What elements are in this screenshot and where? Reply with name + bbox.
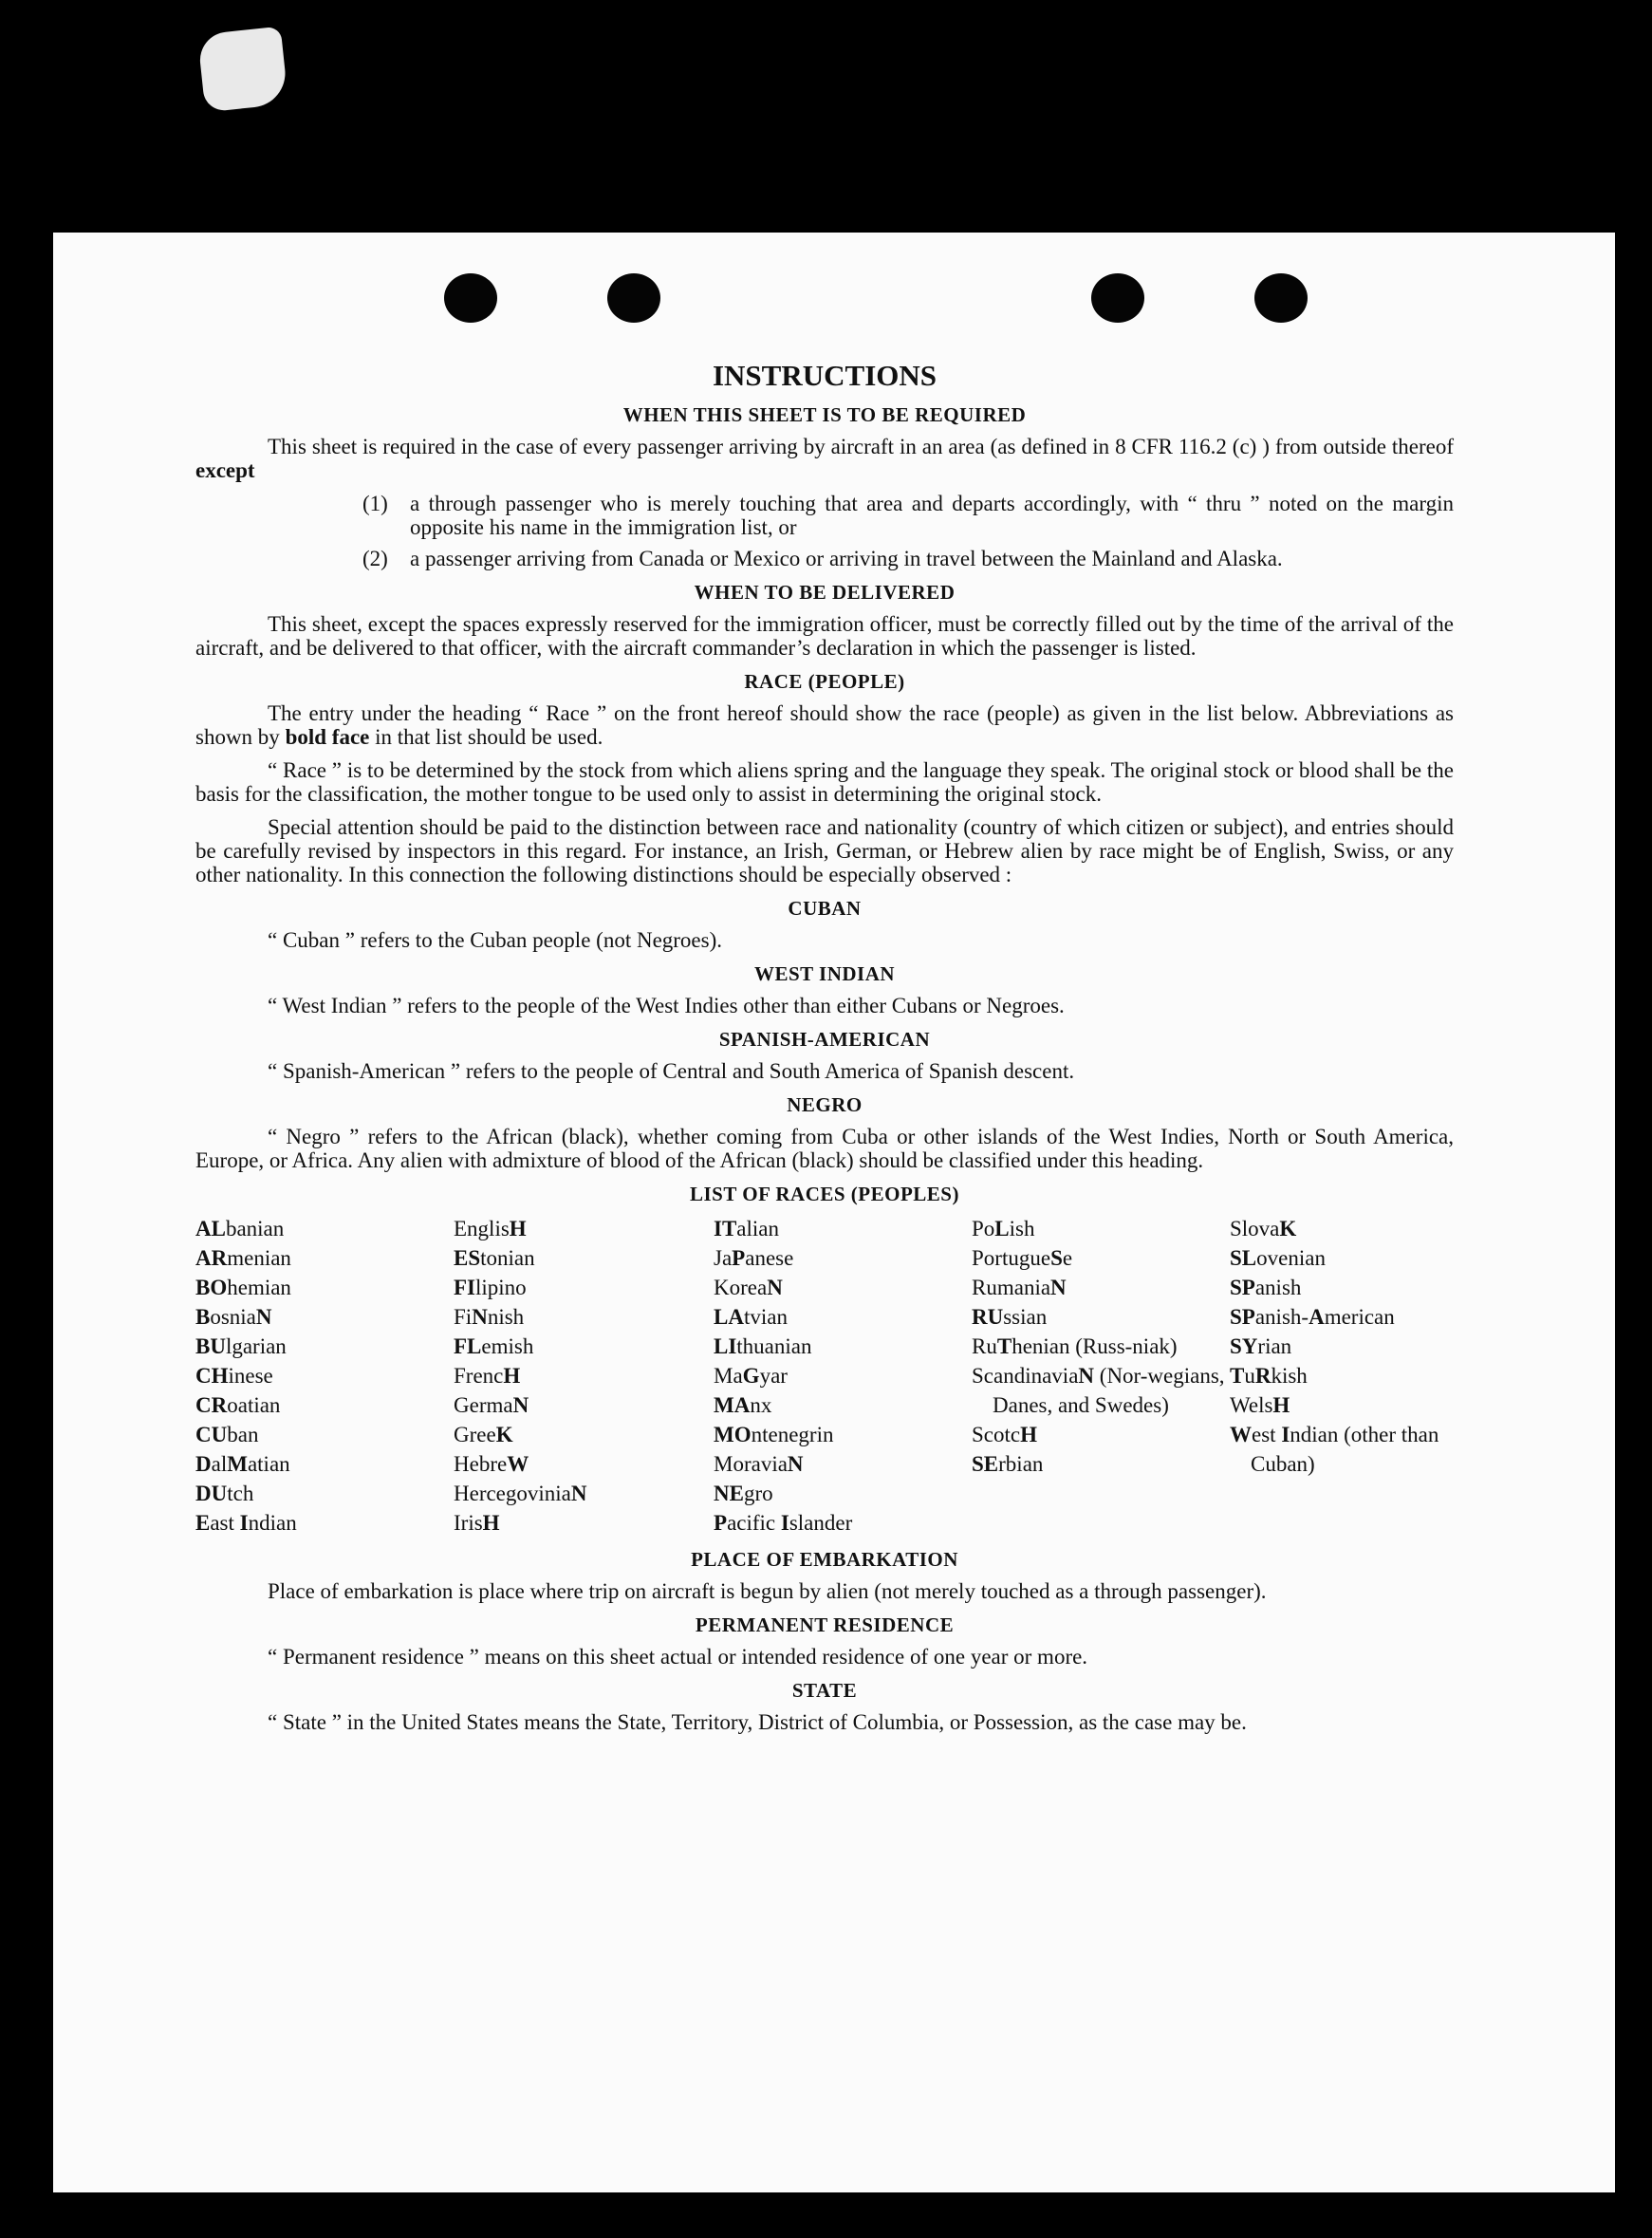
race-text: tch bbox=[227, 1482, 254, 1505]
race-abbrev: H bbox=[503, 1364, 521, 1388]
race-entry bbox=[454, 1332, 714, 1361]
cuban-text: “ Cuban ” refers to the Cuban people (not Negroes). bbox=[268, 928, 723, 952]
race-abbrev: W bbox=[507, 1452, 529, 1476]
race-text: tonian bbox=[480, 1246, 535, 1270]
race-p1-bold: bold face bbox=[285, 725, 370, 749]
race-entry bbox=[714, 1390, 972, 1420]
race-text: anish bbox=[1254, 1276, 1302, 1299]
race-abbrev: SP bbox=[1230, 1305, 1255, 1329]
race-abbrev: BU bbox=[195, 1334, 226, 1358]
race-text: Germa bbox=[454, 1393, 513, 1417]
race-text: nish bbox=[487, 1305, 525, 1329]
race-abbrev: B bbox=[195, 1305, 211, 1329]
race-abbrev: LI bbox=[714, 1334, 737, 1358]
state-text: “ State ” in the United States means the State, Territory, District of Columbia, or Possession, as the case may be. bbox=[268, 1710, 1247, 1734]
race-text: Slova bbox=[1230, 1217, 1280, 1240]
race-text: thuanian bbox=[736, 1334, 812, 1358]
race-abbrev: N bbox=[787, 1452, 804, 1476]
race-entry bbox=[1230, 1273, 1454, 1302]
race-abbrev: N bbox=[255, 1305, 272, 1329]
race-entry bbox=[195, 1508, 454, 1538]
race-abbrev: CU bbox=[195, 1423, 228, 1446]
race-text: merican bbox=[1324, 1305, 1395, 1329]
race-text: Scotc bbox=[972, 1423, 1021, 1446]
race-abbrev: R bbox=[1254, 1364, 1271, 1388]
race-text: e bbox=[1062, 1246, 1073, 1270]
races-column bbox=[454, 1214, 714, 1538]
race-abbrev: I bbox=[239, 1511, 249, 1535]
race-text: Hebre bbox=[454, 1452, 508, 1476]
race-abbrev: K bbox=[1279, 1217, 1297, 1240]
race-text: ndian (other than Cuban) bbox=[1251, 1423, 1439, 1476]
race-text: nx bbox=[750, 1393, 772, 1417]
heading-spanish-american: SPANISH-AMERICAN bbox=[718, 1028, 931, 1051]
race-abbrev: N bbox=[767, 1276, 783, 1299]
race-abbrev: I bbox=[1281, 1423, 1290, 1446]
race-entry bbox=[454, 1479, 714, 1508]
race-text: banian bbox=[225, 1217, 285, 1240]
residence-text: “ Permanent residence ” means on this sheet actual or intended residence of one year or more. bbox=[268, 1645, 1088, 1669]
heading-list-of-races: LIST OF RACES (PEOPLES) bbox=[690, 1183, 959, 1205]
race-entry bbox=[454, 1390, 714, 1420]
race-entry bbox=[714, 1479, 972, 1508]
race-text: menian bbox=[227, 1246, 291, 1270]
race-entry bbox=[714, 1302, 972, 1332]
race-text: Wels bbox=[1230, 1393, 1273, 1417]
punch-hole bbox=[607, 273, 660, 323]
when-required-intro bbox=[195, 435, 1454, 482]
race-abbrev: P bbox=[732, 1246, 746, 1270]
race-entry bbox=[195, 1273, 454, 1302]
negro-text: “ Negro ” refers to the African (black), whether coming from Cuba or other islands of the West Indies, North or South America, Europe, or Africa. Any alien with admixture of blood of the African (black) should be classified under this heading. bbox=[195, 1125, 1454, 1172]
race-entry bbox=[714, 1243, 972, 1273]
race-abbrev: ES bbox=[454, 1246, 481, 1270]
race-entry bbox=[1230, 1361, 1454, 1390]
race-text: gro bbox=[743, 1482, 773, 1505]
race-entry bbox=[454, 1449, 714, 1479]
item-text: a passenger arriving from Canada or Mexico or arriving in travel between the Mainland and Alaska. bbox=[410, 547, 1283, 570]
race-abbrev: G bbox=[742, 1364, 760, 1388]
race-text: Frenc bbox=[454, 1364, 504, 1388]
race-text: Rumania bbox=[972, 1276, 1051, 1299]
race-entry bbox=[1230, 1243, 1454, 1273]
race-abbrev: AL bbox=[195, 1217, 226, 1240]
race-text: Korea bbox=[714, 1276, 768, 1299]
race-text: Ja bbox=[714, 1246, 733, 1270]
race-abbrev: T bbox=[996, 1334, 1012, 1358]
race-text: lipino bbox=[475, 1276, 527, 1299]
race-entry bbox=[195, 1479, 454, 1508]
race-abbrev: L bbox=[994, 1217, 1010, 1240]
race-entry bbox=[195, 1361, 454, 1390]
race-text: hemian bbox=[227, 1276, 291, 1299]
race-entry bbox=[195, 1332, 454, 1361]
race-p1-text: The entry under the heading “ Race ” on the front hereof should show the race (people) as given in the list below. Abbreviations as shown by bbox=[195, 701, 1454, 749]
heading-embarkation: PLACE OF EMBARKATION bbox=[691, 1548, 958, 1571]
race-entry bbox=[972, 1420, 1230, 1449]
race-text: alian bbox=[736, 1217, 779, 1240]
race-abbrev: I bbox=[780, 1511, 789, 1535]
race-entry bbox=[1230, 1390, 1454, 1420]
race-text: u bbox=[1244, 1364, 1255, 1388]
race-abbrev: RU bbox=[972, 1305, 1004, 1329]
race-text: emish bbox=[481, 1334, 534, 1358]
race-entry bbox=[1230, 1332, 1454, 1361]
race-abbrev: N bbox=[570, 1482, 587, 1505]
race-text: ish bbox=[1009, 1217, 1035, 1240]
race-text: Scandinavia bbox=[972, 1364, 1079, 1388]
race-abbrev: H bbox=[1272, 1393, 1290, 1417]
race-abbrev: K bbox=[495, 1423, 513, 1446]
race-entry bbox=[972, 1302, 1230, 1332]
race-entry bbox=[714, 1420, 972, 1449]
spanish-american-text: “ Spanish-American ” refers to the people of Central and South America of Spanish descent. bbox=[268, 1059, 1075, 1083]
race-abbrev: H bbox=[1020, 1423, 1037, 1446]
heading-permanent-residence: PERMANENT RESIDENCE bbox=[695, 1613, 955, 1636]
race-text: anish- bbox=[1254, 1305, 1309, 1329]
race-abbrev: AR bbox=[195, 1246, 228, 1270]
race-abbrev: CR bbox=[195, 1393, 228, 1417]
race-entry bbox=[454, 1361, 714, 1390]
race-entry bbox=[1230, 1214, 1454, 1243]
race-text: osnia bbox=[210, 1305, 256, 1329]
item-number: (2) bbox=[362, 547, 388, 570]
race-text: Hercegovinia bbox=[454, 1482, 571, 1505]
paper-tab-scrap bbox=[197, 27, 288, 113]
race-abbrev: LA bbox=[714, 1305, 744, 1329]
race-text: Po bbox=[972, 1217, 995, 1240]
race-text: kish bbox=[1271, 1364, 1308, 1388]
when-delivered-text: This sheet, except the spaces expressly reserved for the immigration officer, must be correctly filled out by the time of the arrival of the aircraft, and be delivered to that officer, with the aircraft commander’s declaration in which the passenger is listed. bbox=[195, 612, 1454, 660]
race-abbrev: E bbox=[195, 1511, 211, 1535]
race-text: Gree bbox=[454, 1423, 496, 1446]
race-abbrev: P bbox=[714, 1511, 728, 1535]
punch-hole bbox=[1091, 273, 1144, 323]
page-title: INSTRUCTIONS bbox=[712, 359, 937, 392]
race-text: Iris bbox=[454, 1511, 483, 1535]
races-table bbox=[195, 1214, 1454, 1538]
race-entry bbox=[195, 1214, 454, 1243]
heading-cuban: CUBAN bbox=[788, 897, 862, 920]
race-entry bbox=[972, 1449, 1230, 1479]
races-column bbox=[195, 1214, 454, 1538]
instructions-document bbox=[195, 359, 1454, 1744]
race-abbrev: CH bbox=[195, 1364, 229, 1388]
list-item bbox=[195, 547, 1454, 570]
race-text: Moravia bbox=[714, 1452, 788, 1476]
punch-hole bbox=[1254, 273, 1308, 323]
race-abbrev: H bbox=[482, 1511, 500, 1535]
item-number: (1) bbox=[362, 492, 388, 515]
race-entry bbox=[454, 1508, 714, 1538]
race-text: Ru bbox=[972, 1334, 997, 1358]
item-text: a through passenger who is merely touching that area and departs accordingly, with “ thru ” noted on the margin opposite his name in the immigration list, or bbox=[410, 492, 1454, 539]
race-entry bbox=[1230, 1302, 1454, 1332]
race-abbrev: FI bbox=[454, 1276, 475, 1299]
race-text: ndian bbox=[248, 1511, 297, 1535]
race-entry bbox=[972, 1332, 1230, 1361]
race-text: anese bbox=[745, 1246, 794, 1270]
race-abbrev: SY bbox=[1230, 1334, 1258, 1358]
race-abbrev: MO bbox=[714, 1423, 752, 1446]
race-entry bbox=[195, 1302, 454, 1332]
race-entry bbox=[972, 1273, 1230, 1302]
race-entry bbox=[454, 1420, 714, 1449]
race-entry bbox=[714, 1332, 972, 1361]
race-abbrev: BO bbox=[195, 1276, 228, 1299]
race-paragraph-3: Special attention should be paid to the distinction between race and nationality (country of which citizen or subject), and entries should be carefully revised by inspectors in this regard. For instance, an Irish, German, or Hebrew alien by race might be of English, Swiss, or any other nationality. In this connection the following distinctions should be especially observed : bbox=[195, 815, 1454, 886]
race-abbrev: N bbox=[512, 1393, 529, 1417]
race-abbrev: A bbox=[1309, 1305, 1325, 1329]
race-text: slander bbox=[789, 1511, 853, 1535]
race-text: lgarian bbox=[225, 1334, 287, 1358]
race-abbrev: SP bbox=[1230, 1276, 1255, 1299]
race-text: (Nor-wegians, Danes, and Swedes) bbox=[993, 1364, 1225, 1417]
races-column bbox=[972, 1214, 1230, 1538]
race-abbrev: SE bbox=[972, 1452, 999, 1476]
race-entry bbox=[195, 1390, 454, 1420]
race-text: Ma bbox=[714, 1364, 743, 1388]
race-entry bbox=[714, 1449, 972, 1479]
heading-west-indian: WEST INDIAN bbox=[753, 962, 896, 985]
race-text: rian bbox=[1257, 1334, 1292, 1358]
heading-when-required: WHEN THIS SHEET IS TO BE REQUIRED bbox=[622, 403, 1027, 426]
race-entry bbox=[195, 1243, 454, 1273]
race-abbrev: S bbox=[1050, 1246, 1063, 1270]
race-text: ssian bbox=[1003, 1305, 1048, 1329]
race-abbrev: N bbox=[1078, 1364, 1095, 1388]
race-abbrev: MA bbox=[714, 1393, 751, 1417]
race-text: Fi bbox=[454, 1305, 473, 1329]
race-abbrev: SL bbox=[1230, 1246, 1257, 1270]
races-column bbox=[714, 1214, 972, 1538]
heading-negro: NEGRO bbox=[787, 1093, 863, 1116]
embarkation-text: Place of embarkation is place where trip on aircraft is begun by alien (not merely touched as a through passenger). bbox=[268, 1579, 1267, 1603]
race-entry bbox=[972, 1243, 1230, 1273]
race-entry bbox=[714, 1508, 972, 1538]
intro-text: This sheet is required in the case of every passenger arriving by aircraft in an area (as defined in 8 CFR 116.2 (c) ) from outside thereof bbox=[268, 435, 1454, 458]
race-entry bbox=[195, 1420, 454, 1449]
race-entry bbox=[972, 1361, 1230, 1420]
race-text: est bbox=[1252, 1423, 1282, 1446]
race-paragraph-2: “ Race ” is to be determined by the stock from which aliens spring and the language they speak. The original stock or blood shall be the basis for the classification, the mother tongue to be used only to assist in determining the original stock. bbox=[195, 758, 1454, 806]
race-text: acific bbox=[727, 1511, 781, 1535]
race-entry bbox=[714, 1273, 972, 1302]
race-text: ovenian bbox=[1256, 1246, 1326, 1270]
race-text: inese bbox=[228, 1364, 273, 1388]
race-entry bbox=[454, 1214, 714, 1243]
race-text: Portugue bbox=[972, 1246, 1051, 1270]
race-text: Englis bbox=[454, 1217, 510, 1240]
intro-bold: except bbox=[195, 458, 255, 482]
race-text: ntenegrin bbox=[751, 1423, 834, 1446]
race-abbrev: M bbox=[227, 1452, 248, 1476]
heading-when-delivered: WHEN TO BE DELIVERED bbox=[694, 581, 956, 604]
race-entry bbox=[195, 1449, 454, 1479]
race-text: al bbox=[211, 1452, 228, 1476]
heading-state: STATE bbox=[791, 1679, 858, 1702]
race-text: atian bbox=[247, 1452, 290, 1476]
race-abbrev: FL bbox=[454, 1334, 482, 1358]
race-paragraph-1 bbox=[195, 701, 1454, 749]
race-entry bbox=[454, 1243, 714, 1273]
race-abbrev: N bbox=[1050, 1276, 1067, 1299]
race-p1-text-end: in that list should be used. bbox=[375, 725, 603, 749]
west-indian-text: “ West Indian ” refers to the people of the West Indies other than either Cubans or Negroes. bbox=[268, 994, 1065, 1017]
punch-hole bbox=[444, 273, 497, 323]
race-abbrev: IT bbox=[714, 1217, 737, 1240]
races-column bbox=[1230, 1214, 1454, 1538]
race-abbrev: DU bbox=[195, 1482, 228, 1505]
heading-race: RACE (PEOPLE) bbox=[744, 670, 905, 693]
race-abbrev: N bbox=[472, 1305, 488, 1329]
list-item bbox=[195, 492, 1454, 539]
race-entry bbox=[454, 1302, 714, 1332]
race-abbrev: W bbox=[1230, 1423, 1252, 1446]
race-text: tvian bbox=[743, 1305, 788, 1329]
race-entry bbox=[714, 1361, 972, 1390]
race-text: henian (Russ-niak) bbox=[1012, 1334, 1178, 1358]
race-abbrev: NE bbox=[714, 1482, 744, 1505]
race-entry bbox=[972, 1214, 1230, 1243]
race-text: oatian bbox=[227, 1393, 281, 1417]
race-text: ast bbox=[210, 1511, 240, 1535]
race-entry bbox=[714, 1214, 972, 1243]
race-entry bbox=[1230, 1420, 1454, 1479]
race-text: ban bbox=[227, 1423, 259, 1446]
race-abbrev: T bbox=[1230, 1364, 1245, 1388]
exception-list bbox=[195, 492, 1454, 570]
race-text: yar bbox=[759, 1364, 788, 1388]
race-abbrev: H bbox=[509, 1217, 527, 1240]
race-entry bbox=[454, 1273, 714, 1302]
race-abbrev: D bbox=[195, 1452, 212, 1476]
race-text: rbian bbox=[998, 1452, 1044, 1476]
